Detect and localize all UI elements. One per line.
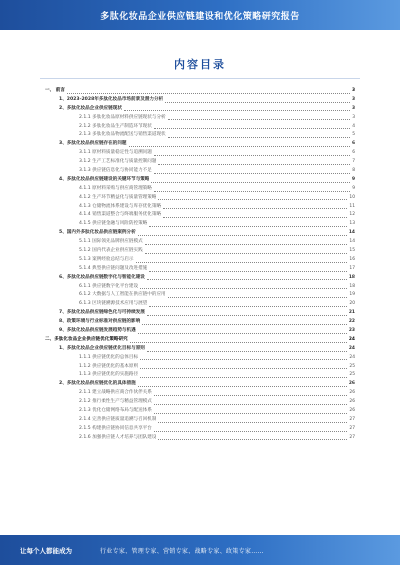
- toc-entry-title: 4.1.1 原材料采购与供应商管理策略: [79, 185, 152, 191]
- report-title: 多肽化妆品企业供应链建设和优化策略研究报告: [100, 11, 300, 22]
- toc-leader-dots: [168, 137, 351, 138]
- toc-entry-title: 4.1.5 供应链金融与风险防控策略: [79, 221, 148, 227]
- toc-entry-page: 21: [348, 310, 355, 316]
- toc-entry-page: 18: [349, 283, 355, 289]
- toc-entry[interactable]: [45, 105, 355, 114]
- toc-entry-page: 3: [351, 96, 355, 102]
- toc-entry-title: 2.1.2 多肽化妆品生产制造环节现状: [79, 123, 152, 129]
- toc-leader-dots: [165, 102, 350, 103]
- toc-entry[interactable]: [45, 327, 355, 336]
- toc-leader-dots: [158, 422, 347, 423]
- toc-leader-dots: [136, 262, 348, 263]
- toc-leader-dots: [130, 342, 347, 343]
- toc-entry-title: 6.1.2 大数据与人工智能在供应链中的应用: [79, 292, 166, 298]
- toc-entry-title: 2.1.1 建立战略供应商合作伙伴关系: [79, 390, 152, 396]
- toc-entry[interactable]: [45, 372, 355, 381]
- toc-entry-title: 4.1.2 生产环节精益化与质量管理策略: [79, 194, 157, 200]
- toc-leader-dots: [154, 191, 350, 192]
- toc-entry-page: 5: [352, 132, 355, 138]
- toc-entry-page: 19: [349, 292, 355, 298]
- toc-entry-page: 24: [348, 336, 355, 342]
- toc-leader-dots: [147, 351, 347, 352]
- toc-entry[interactable]: [45, 256, 355, 265]
- toc-entry-title: 6.1.1 供应链数字化平台建设: [79, 283, 139, 289]
- toc-leader-dots: [163, 217, 347, 218]
- toc-entry-page: 10: [349, 194, 355, 200]
- toc-leader-dots: [154, 173, 350, 174]
- toc-entry-title: 1、2023-2028年多肽化妆品市场前景及潜力分析: [59, 96, 164, 102]
- footer-slogan: 让每个人都能成为: [20, 546, 72, 555]
- toc-entry[interactable]: [45, 398, 355, 407]
- toc-entry-page: 4: [352, 123, 355, 129]
- toc-entry-title: 2、多肽化妆品供应链优化的具体措施: [59, 381, 136, 387]
- toc-entry-title: 2.1.5 构建供应链协同信息共享平台: [79, 425, 152, 431]
- toc-leader-dots: [145, 244, 348, 245]
- toc-entry-title: 2.1.4 完善供应链质量追溯与召回机制: [79, 416, 157, 422]
- toc-entry-title: 2.1.3 多肽化妆品物流配送与销售渠道现状: [79, 132, 166, 138]
- toc-entry[interactable]: [45, 354, 355, 363]
- toc-entry-page: 3: [351, 87, 355, 93]
- toc-entry-title: 4、多肽化妆品供应链建设的关键环节与策略: [59, 176, 150, 182]
- toc-entry-title: 5、国内外多肽化妆品供应链案例分析: [59, 230, 136, 236]
- toc-entry-page: 26: [349, 390, 355, 396]
- toc-entry-title: 2.1.2 推行柔性生产与精益管理模式: [79, 399, 152, 405]
- footer-tagline: 行业专家、管理专家、营销专家、战略专家、政策专家……: [100, 547, 264, 555]
- toc-entry-title: 1.1.1 供应链优化的总体目标: [79, 354, 139, 360]
- toc-entry-page: 27: [349, 416, 355, 422]
- toc-entry-page: 3: [352, 114, 355, 120]
- toc-entry-title: 3.1.3 供应链信息化与协同能力不足: [79, 168, 152, 173]
- toc-entry-title: 3、多肽化妆品供应链存在的问题: [59, 141, 127, 147]
- toc-entry-title: 1.1.2 供应链优化的基本原则: [79, 363, 139, 369]
- toc-entry[interactable]: [45, 274, 355, 283]
- toc-entry-title: 2、多肽化妆品企业供应链现状: [59, 105, 122, 111]
- toc-leader-dots: [158, 439, 347, 440]
- toc-leader-dots: [149, 271, 347, 272]
- toc-entry[interactable]: [45, 300, 355, 309]
- toc-entry-title: 6.1.3 区块链溯源技术应用与展望: [79, 301, 148, 307]
- toc-leader-dots: [154, 431, 348, 432]
- toc-entry-page: 13: [349, 221, 355, 227]
- toc-entry[interactable]: [45, 336, 355, 345]
- toc-entry-page: 14: [349, 239, 355, 245]
- toc-leader-dots: [151, 182, 349, 183]
- toc-entry-page: 11: [349, 203, 355, 209]
- toc-leader-dots: [147, 279, 347, 280]
- toc-entry-page: 25: [349, 372, 355, 378]
- table-of-contents: [45, 87, 355, 443]
- toc-leader-dots: [154, 395, 348, 396]
- toc-entry-page: 8: [352, 168, 355, 173]
- toc-entry-page: 17: [349, 265, 355, 271]
- toc-entry[interactable]: [45, 220, 355, 229]
- toc-entry-page: 24: [349, 354, 355, 360]
- toc-entry-title: 5.1.2 国内代表企业供应链实践: [79, 248, 143, 254]
- toc-entry-page: 9: [352, 185, 355, 191]
- toc-entry-page: 23: [348, 328, 355, 334]
- toc-entry[interactable]: [45, 247, 355, 256]
- toc-leader-dots: [140, 288, 347, 289]
- toc-entry-page: 6: [352, 150, 355, 156]
- toc-entry[interactable]: [45, 203, 355, 212]
- toc-leader-dots: [140, 368, 347, 369]
- toc-leader-dots: [138, 386, 347, 387]
- toc-entry[interactable]: [45, 283, 355, 292]
- toc-entry-title: 1、多肽化妆品企业供应链优化目标与原则: [59, 345, 145, 351]
- toc-entry[interactable]: [45, 131, 355, 140]
- toc-entry-page: 6: [351, 141, 355, 147]
- toc-heading: 内容目录: [174, 58, 226, 71]
- toc-entry[interactable]: [45, 416, 355, 425]
- toc-leader-dots: [158, 164, 350, 165]
- toc-entry-title: 6、多肽化妆品供应链数字化与智能化建设: [59, 274, 145, 280]
- toc-entry[interactable]: [45, 167, 355, 176]
- toc-entry-page: 3: [351, 105, 355, 111]
- toc-entry-page: 12: [349, 212, 355, 218]
- toc-entry[interactable]: [45, 238, 355, 247]
- toc-entry[interactable]: [45, 185, 355, 194]
- toc-leader-dots: [154, 413, 348, 414]
- toc-entry[interactable]: [45, 176, 355, 185]
- toc-entry-page: 27: [349, 434, 355, 440]
- toc-leader-dots: [147, 315, 347, 316]
- toc-leader-dots: [145, 253, 348, 254]
- toc-entry-title: 2.1.6 加强供应链人才培养与团队建设: [79, 434, 157, 440]
- toc-entry-title: 9、多肽化妆品供应链发展趋势与机遇: [59, 328, 136, 334]
- toc-leader-dots: [149, 306, 347, 307]
- toc-entry-page: 7: [352, 159, 355, 165]
- toc-entry[interactable]: [45, 123, 355, 132]
- toc-leader-dots: [67, 93, 350, 94]
- toc-leader-dots: [154, 404, 348, 405]
- toc-entry[interactable]: [45, 96, 355, 105]
- toc-entry-page: 16: [349, 256, 355, 262]
- toc-entry[interactable]: [45, 211, 355, 220]
- toc-entry-title: 5.1.1 国际领先品牌供应链模式: [79, 239, 143, 245]
- toc-entry-page: 26: [348, 381, 355, 387]
- toc-entry-page: 27: [349, 425, 355, 431]
- toc-entry[interactable]: [45, 291, 355, 300]
- toc-entry-page: 14: [348, 230, 355, 236]
- toc-entry[interactable]: [45, 380, 355, 389]
- toc-leader-dots: [124, 110, 350, 111]
- toc-entry[interactable]: [45, 229, 355, 238]
- toc-entry-page: 15: [349, 248, 355, 254]
- toc-entry[interactable]: [45, 140, 355, 149]
- toc-entry[interactable]: [45, 194, 355, 203]
- toc-entry-page: 18: [348, 274, 355, 280]
- toc-entry-title: 8、政策环境与行业标准对供应链的影响: [59, 319, 141, 325]
- toc-entry[interactable]: [45, 318, 355, 327]
- toc-leader-dots: [154, 128, 350, 129]
- toc-entry[interactable]: [45, 389, 355, 398]
- toc-leader-dots: [168, 119, 351, 120]
- report-footer-bar: [0, 535, 400, 565]
- toc-leader-dots: [158, 199, 347, 200]
- toc-leader-dots: [142, 324, 347, 325]
- toc-entry-page: 9: [351, 176, 355, 182]
- toc-entry-title: 2.1.1 多肽化妆品原材料供应链现状与分析: [79, 114, 166, 120]
- toc-entry-page: 26: [349, 399, 355, 405]
- toc-entry-title: 3.1.2 生产工艺标准化与质量控制问题: [79, 159, 157, 165]
- toc-leader-dots: [168, 297, 348, 298]
- toc-entry-title: 4.1.4 销售渠道整合与终端服务优化策略: [79, 212, 162, 218]
- toc-entry[interactable]: [45, 149, 355, 158]
- toc-leader-dots: [140, 377, 347, 378]
- toc-leader-dots: [149, 226, 347, 227]
- toc-entry-title: 7、多肽化妆品供应链绿色化与可持续发展: [59, 310, 145, 316]
- toc-entry[interactable]: [45, 87, 355, 96]
- toc-entry-title: 5.1.3 案例经验总结与启示: [79, 256, 134, 262]
- toc-entry-title: 2.1.3 优化仓储网络布局与配送体系: [79, 408, 152, 414]
- toc-entry-title: 一、 前言: [45, 87, 65, 93]
- toc-leader-dots: [154, 155, 350, 156]
- toc-entry[interactable]: [45, 265, 355, 274]
- report-header-bar: [0, 0, 400, 30]
- toc-entry-title: 二、多肽化妆品企业供应链优化策略研究: [45, 336, 128, 342]
- toc-entry[interactable]: [45, 407, 355, 416]
- toc-entry-page: 25: [349, 363, 355, 369]
- toc-entry[interactable]: [45, 158, 355, 167]
- toc-heading-rule: [40, 78, 360, 79]
- toc-leader-dots: [140, 359, 347, 360]
- toc-entry-page: 20: [349, 301, 355, 307]
- toc-leader-dots: [138, 333, 347, 334]
- toc-entry[interactable]: [45, 363, 355, 372]
- toc-leader-dots: [129, 146, 350, 147]
- toc-entry[interactable]: [45, 309, 355, 318]
- toc-entry[interactable]: [45, 434, 355, 443]
- toc-entry-title: 3.1.1 原材料质量稳定性与追溯问题: [79, 150, 152, 156]
- toc-entry[interactable]: [45, 114, 355, 123]
- toc-entry-page: 24: [348, 345, 355, 351]
- toc-entry-title: 5.1.4 典型供应链问题及改进措施: [79, 265, 148, 271]
- toc-entry-page: 26: [349, 408, 355, 414]
- toc-leader-dots: [138, 235, 347, 236]
- toc-entry[interactable]: [45, 345, 355, 354]
- toc-entry-page: 22: [348, 319, 355, 325]
- toc-entry-title: 4.1.3 仓储物流体系建设与库存优化策略: [79, 203, 162, 209]
- toc-entry-title: 1.1.3 供应链优化的实施路径: [79, 372, 139, 378]
- toc-entry[interactable]: [45, 425, 355, 434]
- toc-leader-dots: [163, 208, 347, 209]
